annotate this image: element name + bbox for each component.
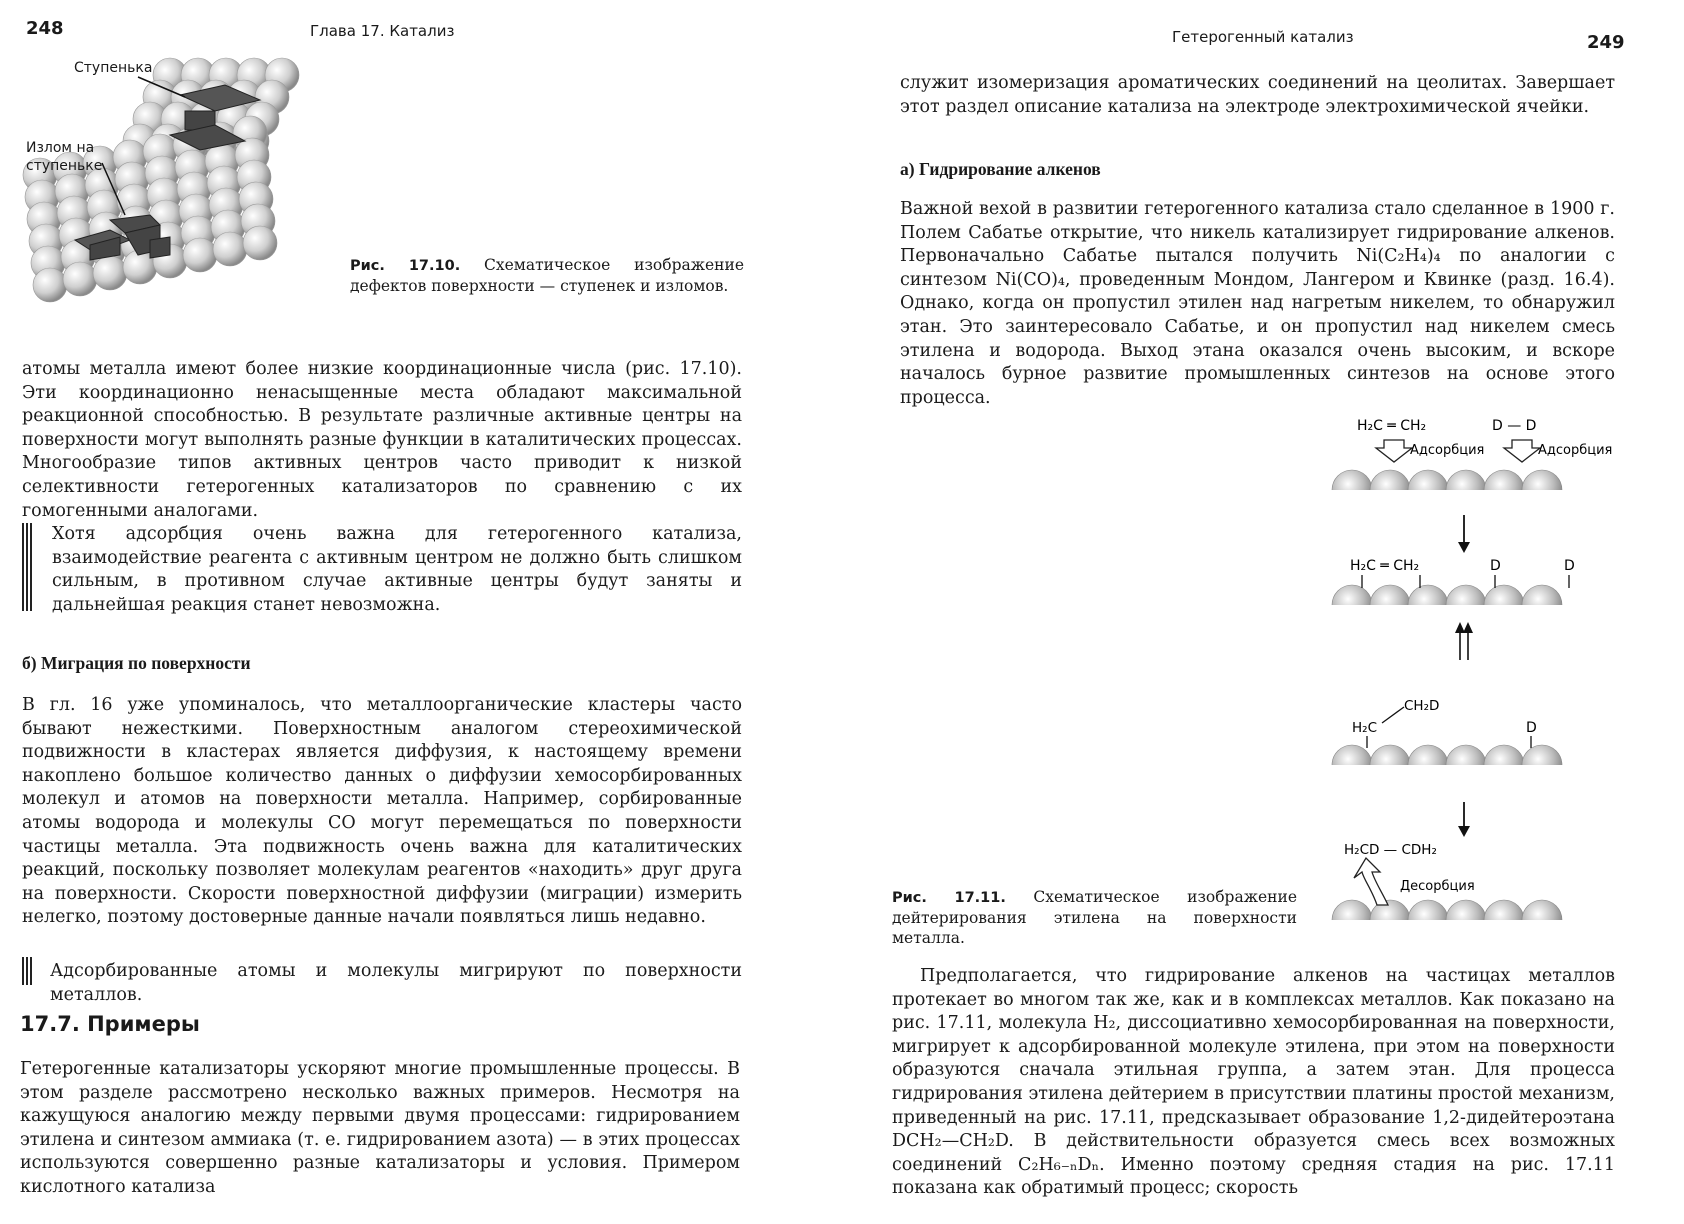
- down-arrow: [1458, 826, 1470, 837]
- stage2-d1: D: [1490, 558, 1501, 574]
- hollow-adsorption-arrow: [1504, 440, 1540, 462]
- paragraph-mechanism: Предполагается, что гидрирование алкенов на частицах металлов протекает во многом так же, как и в комплексах металлов. Как показано на рис. 17.11, молекула H₂, диссоциативно хемосорбированная на поверхности, мигрирует к адсорбированной молекуле этилена, при этом на поверхности образуются сначала этильная группа, а затем этан. Для процесса гидрирования этилена дейтерием в присутствии платины простой механизм, приведенный на рис. 17.11, предсказывает образование 1,2-дидейтероэтана DCH₂—CH₂D. В действительности образуется смесь всех возможных соединений C₂H₆₋ₙDₙ. Именно поэтому средняя стадия на рис. 17.11 показана как обратимый процесс; скорость: [892, 966, 1615, 1199]
- stage1-ethylene: H₂C ═ CH₂: [1357, 418, 1427, 434]
- subheading-migration: б) Миграция по поверхности: [22, 653, 251, 673]
- section-title-examples: 17.7. Примеры: [20, 1012, 200, 1036]
- caption-text: Схематическое изображение дейтерирования этилена на поверхности металла.: [892, 888, 1297, 947]
- surface-cut: [1330, 490, 1570, 512]
- stage4-ethane-d2: H₂CD — CDH₂: [1344, 842, 1437, 858]
- metal-atom: [33, 268, 67, 302]
- stage3-ch2d: CH₂D: [1404, 698, 1440, 714]
- figure-17-11: [1322, 410, 1622, 940]
- curved-desorption-arrow: [1354, 858, 1388, 905]
- stage1-d2: D — D: [1492, 418, 1537, 434]
- paragraph-continuation: служит изомеризация ароматических соединений на цеолитах. Завершает этот раздел описание катализа на электроде электрохимической ячейки.: [900, 73, 1615, 117]
- adsorption-label-2: Адсорбция: [1538, 443, 1613, 458]
- subheading-hydrogenation: а) Гидрирование алкенов: [900, 159, 1101, 179]
- running-head-right: Гетерогенный катализ: [1172, 28, 1354, 46]
- label-kink-1: Излом на: [26, 140, 95, 156]
- figure-17-10: [20, 55, 320, 315]
- reversible-arrows: [1455, 622, 1473, 660]
- paragraph-coordination: атомы металла имеют более низкие координационные числа (рис. 17.10). Эти координационно ненасыщенные места обладают максимальной реакционной способностью. В результате различные активные центры на поверхности могут выполнять разные функции в каталитических процессах. Многообразие типов активных центров часто приводит к низкой селективности гетерогенных катализаторов по сравнению с их гомогенными аналогами.: [22, 359, 742, 521]
- caption-number: Рис. 17.11.: [892, 890, 1006, 906]
- stage3-d: D: [1526, 720, 1537, 736]
- caption-17-11: [892, 887, 1297, 948]
- metal-atom: [243, 226, 277, 260]
- margin-bar-marker: [22, 523, 32, 611]
- surface-cut: [1330, 605, 1570, 627]
- metal-atom: [213, 232, 247, 266]
- metal-atom: [93, 256, 127, 290]
- label-step: Ступенька: [74, 60, 153, 76]
- paragraph-sabatier: Важной вехой в развитии гетерогенного катализа стало сделанное в 1900 г. Полем Сабатье открытие, что никель катализирует гидрирование алкенов. Первоначально Сабатье пытался получить Ni(C₂H₄)₄ по аналогии с синтезом Ni(CO)₄, проведенным Мондом, Лангером и Квинке (разд. 16.4). Однако, когда он пропустил этилен над нагретым никелем, то обнаружил этан. Это заинтересовало Сабатье, и он пропустил над никелем смесь этилена и водорода. Выход этана оказался очень высоким, и вскоре началось бурное развитие промышленных синтезов на основе этого процесса.: [900, 199, 1615, 408]
- page-number-left: 248: [26, 18, 64, 39]
- caption-17-10: [350, 255, 744, 296]
- stage2-ethylene: H₂C ═ CH₂: [1350, 558, 1420, 574]
- metal-atom: [63, 262, 97, 296]
- running-head-left: Глава 17. Катализ: [310, 22, 455, 40]
- stage3-h2c: H₂C: [1352, 720, 1377, 736]
- adsorption-label-1: Адсорбция: [1410, 443, 1485, 458]
- caption-number: Рис. 17.10.: [350, 258, 461, 274]
- margin-bar-marker: [22, 957, 32, 985]
- highlight-adsorption: Хотя адсорбция очень важна для гетерогенного катализа, взаимодействие реагента с активным центром не должно быть слишком сильным, в противном случае активные центры будут заняты и дальнейшая реакция станет невозможна.: [52, 524, 742, 615]
- paragraph-migration: В гл. 16 уже упоминалось, что металлоорганические кластеры часто бывают нежесткими. Поверхностным аналогом стереохимической подвижности в кластерах является диффузия, к настоящему времени накоплено большое количество данных о диффузии хемосорбированных молекул и атомов на поверхности металла. Например, сорбированные атомы водорода и молекулы СО могут перемещаться по поверхности частицы металла. Эта подвижность очень важна для каталитических реакций, поскольку позволяет молекулам реагентов «находить» друг друга на поверхности. Скорости поверхностной диффузии (миграции) измерить нелегко, поэтому достоверные данные начали появляться лишь недавно.: [22, 695, 742, 928]
- highlight-migration: Адсорбированные атомы и молекулы мигрируют по поверхности металлов.: [50, 961, 742, 1005]
- stage2-d2: D: [1564, 558, 1575, 574]
- metal-atom: [183, 238, 217, 272]
- paragraph-examples: Гетерогенные катализаторы ускоряют многие промышленные процессы. В этом разделе рассмотрено несколько важных примеров. Несмотря на кажущуюся аналогию между первыми двумя процессами: гидрированием этилена и синтезом аммиака (т. е. гидрированием азота) — в этих процессах используются совершенно разные катализаторы и условия. Примером кислотного катализа: [20, 1059, 740, 1197]
- right-page: [842, 0, 1684, 1224]
- down-arrow: [1458, 542, 1470, 553]
- hollow-adsorption-arrow: [1376, 440, 1412, 462]
- caption-text: Схематическое изображение дефектов поверхности — ступенек и изломов.: [350, 256, 744, 295]
- page-number-right: 249: [1587, 32, 1625, 53]
- surface-cut: [1330, 765, 1570, 787]
- label-kink-2: ступеньке: [26, 158, 103, 174]
- desorption-label: Десорбция: [1400, 879, 1475, 894]
- surface-cut: [1330, 920, 1570, 940]
